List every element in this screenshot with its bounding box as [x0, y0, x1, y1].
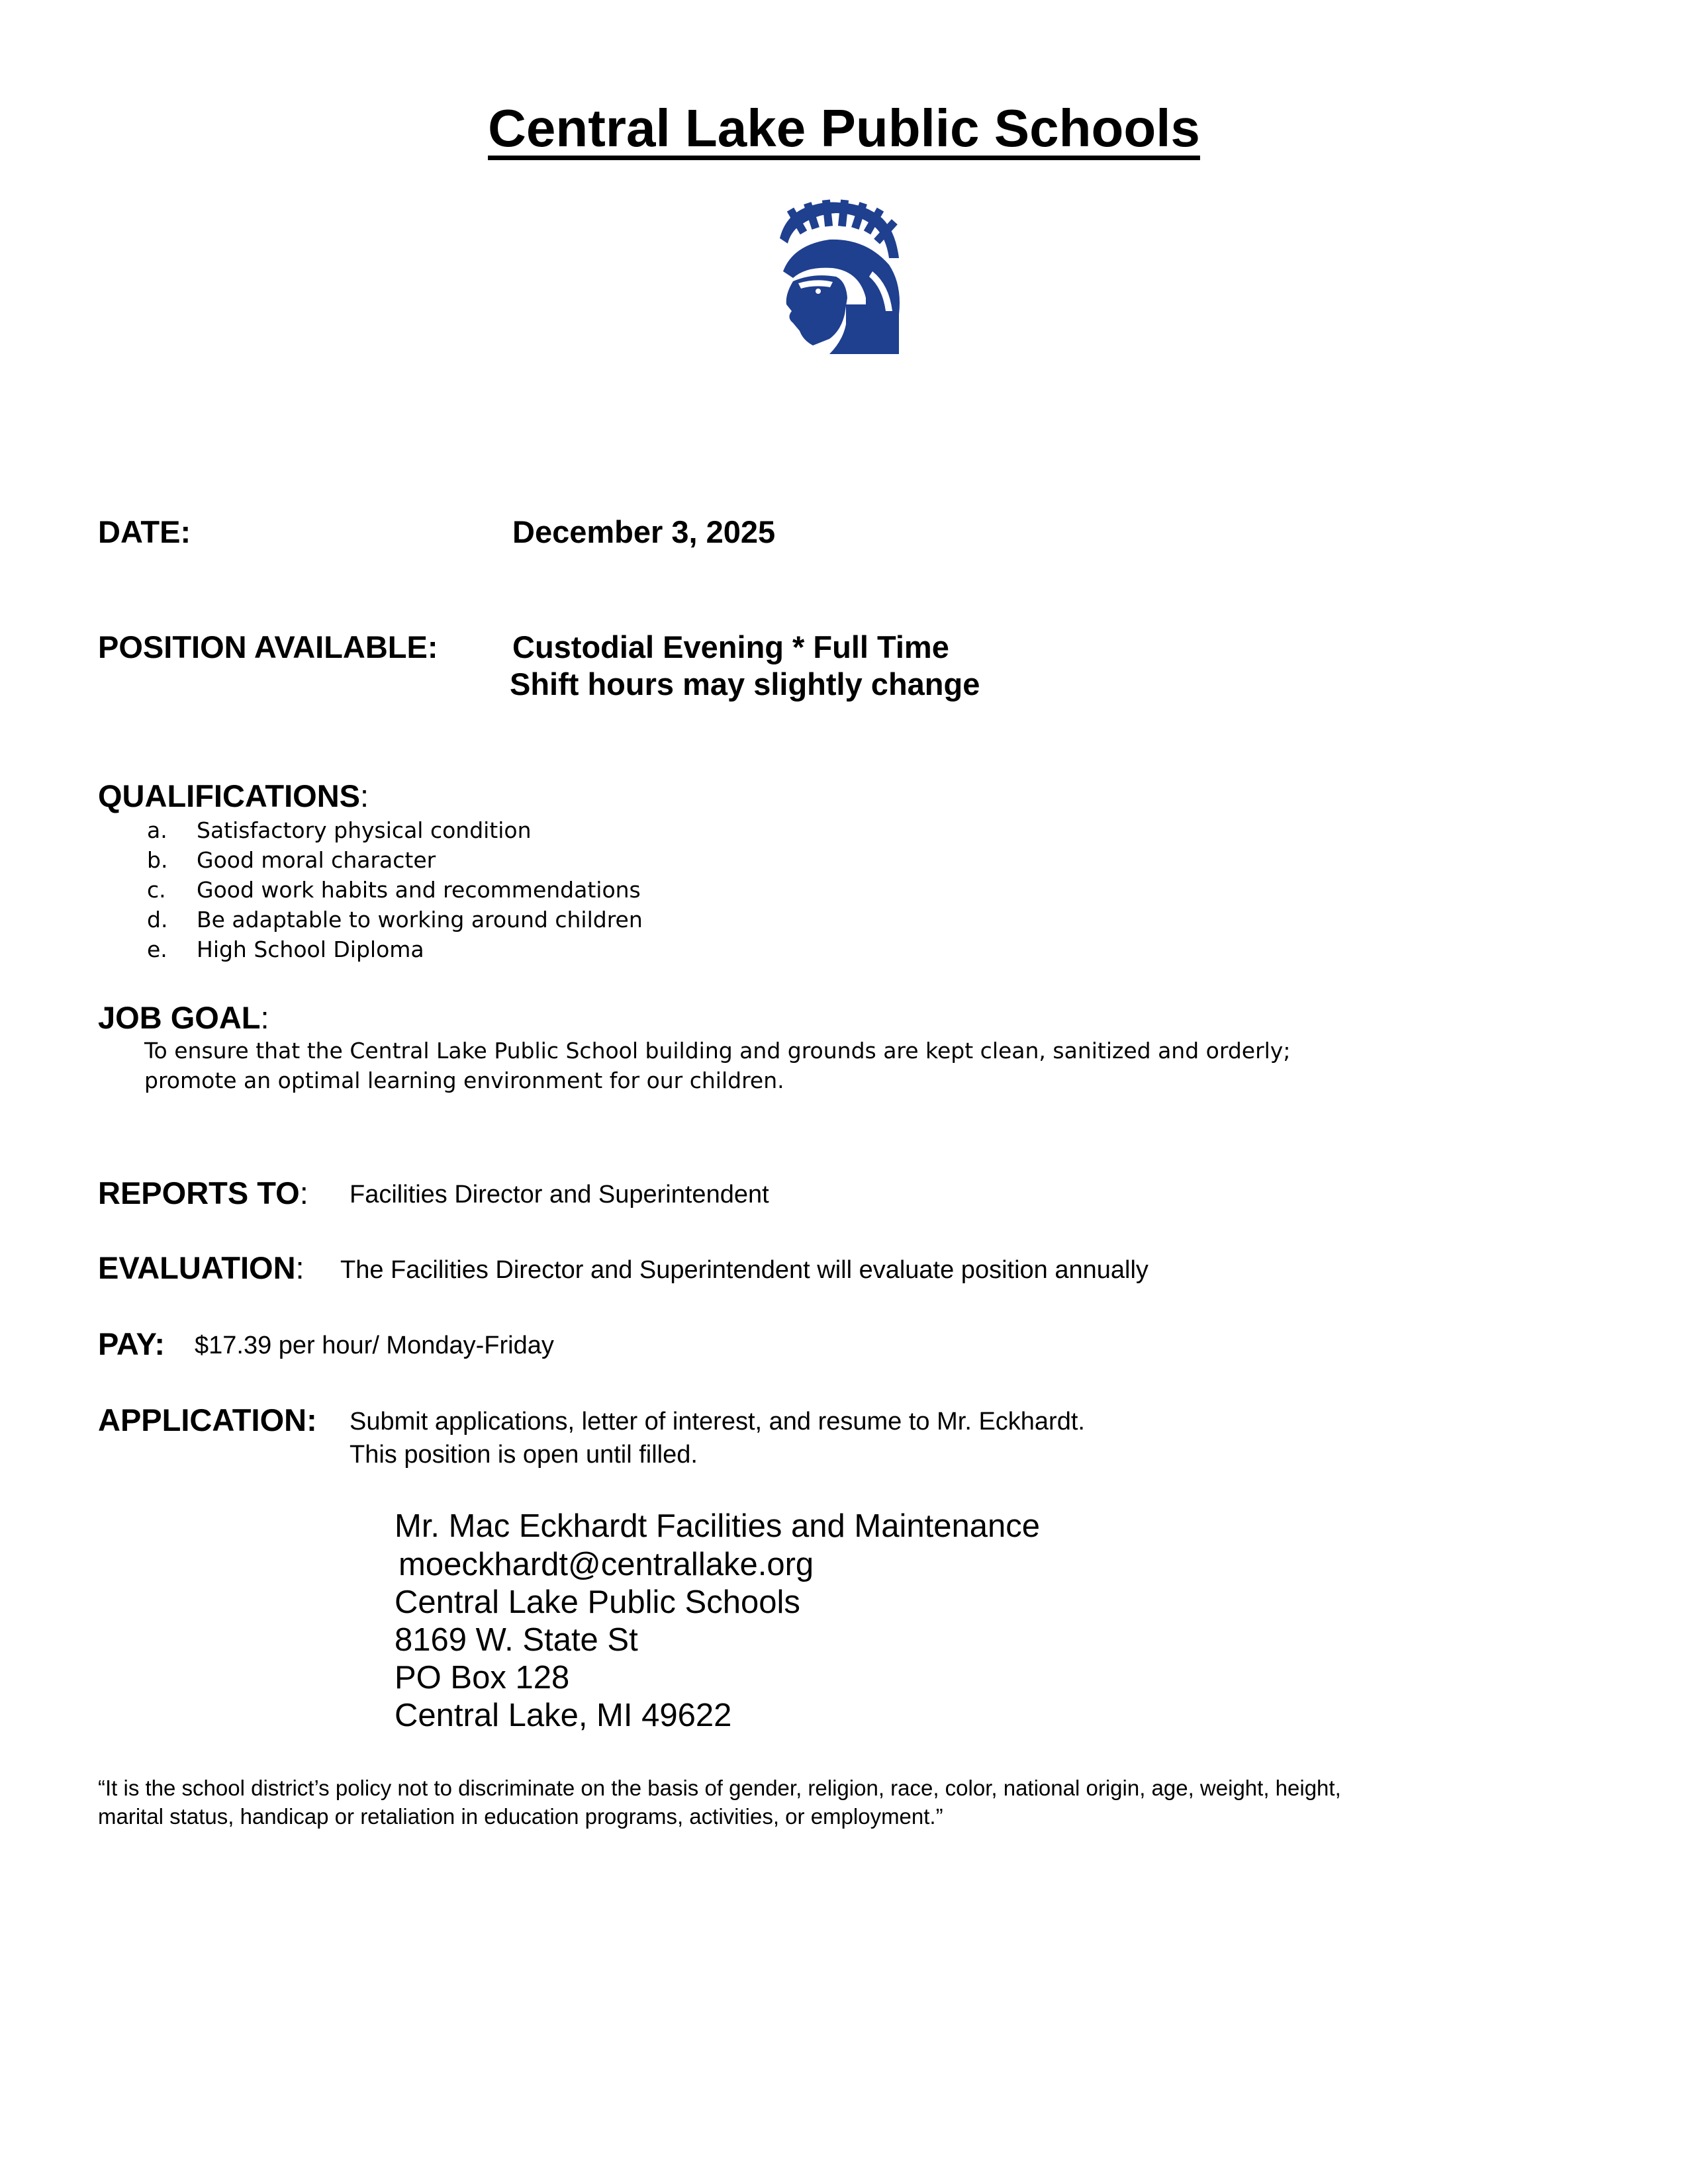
list-item: Be adaptable to working around children [197, 907, 643, 933]
qualifications-colon: : [360, 778, 369, 813]
list-item-marker: e. [147, 936, 167, 962]
list-item-marker: d. [147, 907, 168, 933]
reports-to-value: Facilities Director and Superintendent [350, 1181, 769, 1208]
evaluation-value: The Facilities Director and Superintendent will evaluate position annually [340, 1256, 1149, 1284]
position-label: POSITION AVAILABLE: [98, 629, 438, 664]
position-title: Custodial Evening * Full Time [512, 629, 949, 664]
page-title [0, 98, 1688, 159]
reports-to-label: REPORTS TO [98, 1175, 300, 1210]
contact-city: Central Lake, MI 49622 [395, 1698, 732, 1733]
contact-po-box: PO Box 128 [395, 1660, 570, 1696]
page-title-text: Central Lake Public Schools [488, 99, 1200, 158]
application-line1: Submit applications, letter of interest, and resume to Mr. Eckhardt. [350, 1408, 1085, 1435]
list-item: Satisfactory physical condition [197, 817, 532, 843]
application-line2: This position is open until filled. [350, 1441, 698, 1469]
job-goal-label: JOB GOAL [98, 1000, 261, 1035]
contact-name: Mr. Mac Eckhardt Facilities and Maintenance [395, 1508, 1040, 1544]
job-goal-heading [98, 999, 269, 1036]
reports-to-colon: : [299, 1175, 308, 1210]
spartan-helmet-logo-icon [767, 199, 912, 357]
list-item-marker: a. [147, 817, 167, 843]
contact-street: 8169 W. State St [395, 1622, 638, 1658]
evaluation-row [98, 1250, 305, 1286]
contact-email-link[interactable]: moeckhardt@centrallake.org [399, 1547, 814, 1582]
job-goal-text-line1: To ensure that the Central Lake Public School building and grounds are kept clean, sanitized and orderly; [144, 1038, 1291, 1064]
list-item-marker: b. [147, 847, 168, 873]
evaluation-colon: : [295, 1250, 305, 1285]
job-goal-text-line2: promote an optimal learning environment for our children. [144, 1068, 784, 1093]
list-item: High School Diploma [197, 936, 424, 962]
evaluation-label: EVALUATION [98, 1250, 296, 1285]
application-label: APPLICATION: [98, 1402, 317, 1437]
contact-organization: Central Lake Public Schools [395, 1584, 800, 1620]
policy-line1: “It is the school district’s policy not to discriminate on the basis of gender, religion, race, color, national origin, age, weight, height, [98, 1776, 1341, 1800]
pay-label: PAY: [98, 1326, 165, 1361]
list-item: Good work habits and recommendations [197, 877, 641, 903]
list-item: Good moral character [197, 847, 436, 873]
reports-to-row [98, 1175, 308, 1211]
qualifications-heading [98, 778, 369, 814]
qualifications-label: QUALIFICATIONS [98, 778, 360, 813]
date-value: December 3, 2025 [512, 514, 776, 549]
date-label: DATE: [98, 514, 191, 549]
job-goal-colon: : [260, 1000, 269, 1035]
policy-line2: marital status, handicap or retaliation in education programs, activities, or employment.” [98, 1804, 943, 1829]
position-note: Shift hours may slightly change [510, 666, 980, 702]
pay-value: $17.39 per hour/ Monday-Friday [195, 1332, 554, 1359]
list-item-marker: c. [147, 877, 166, 903]
